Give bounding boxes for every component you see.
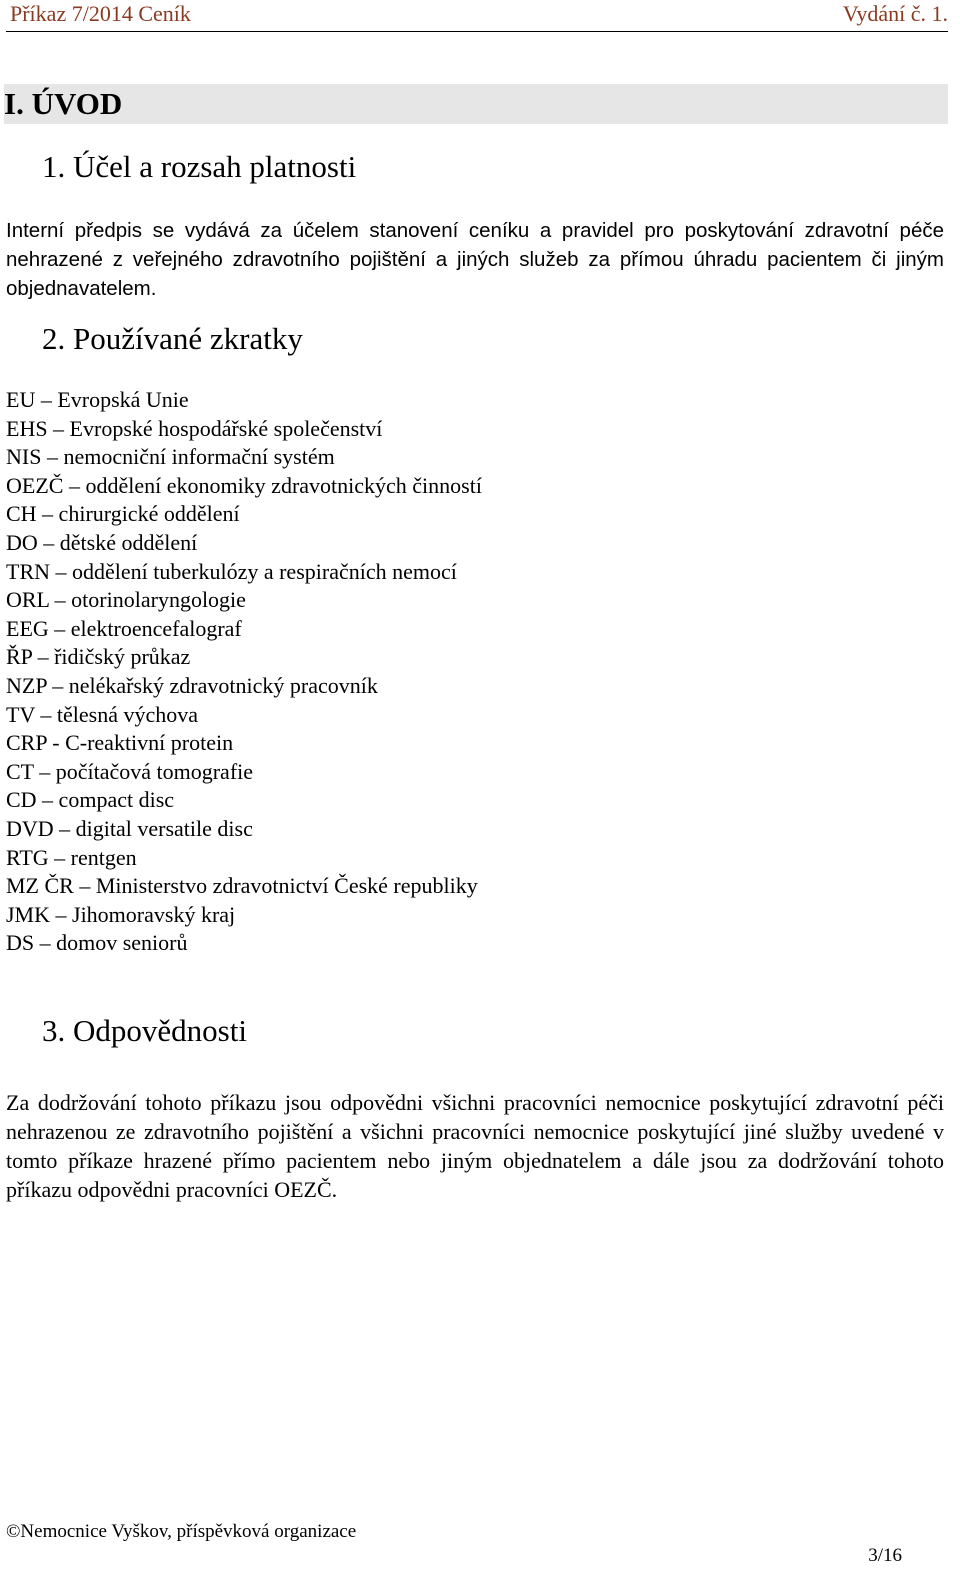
- footer-organization: ©Nemocnice Vyškov, příspěvková organizace: [6, 1521, 357, 1542]
- abbreviation-list: [6, 386, 482, 958]
- list-item: TV – tělesná výchova: [6, 701, 199, 727]
- list-item: CD – compact disc: [6, 787, 175, 813]
- page-number: 3/16: [868, 1545, 902, 1566]
- document-id: Příkaz 7/2014 Ceník: [10, 1, 191, 26]
- section-text-purpose: Interní předpis se vydává za účelem stanovení ceníku a pravidel pro poskytování zdravotní péče nehrazené z veřejného zdravotního pojištění a jiných služeb za přímou úhradu pacientem či jiným objednavatelem.: [6, 219, 944, 300]
- list-item: NIS – nemocniční informační systém: [6, 444, 335, 470]
- list-item: ŘP – řidičský průkaz: [6, 644, 191, 670]
- list-item: ORL – otorinolaryngologie: [6, 587, 246, 613]
- list-item: JMK – Jihomoravský kraj: [6, 901, 236, 927]
- list-item: DS – domov seniorů: [6, 930, 188, 956]
- chapter-band: [4, 84, 948, 124]
- list-item: RTG – rentgen: [6, 844, 137, 870]
- list-item: CH – chirurgické oddělení: [6, 501, 240, 527]
- list-item: NZP – nelékařský zdravotnický pracovník: [6, 672, 378, 698]
- section-heading-responsibilities: 3. Odpovědnosti: [42, 1013, 247, 1048]
- list-item: MZ ČR – Ministerstvo zdravotnictví České republiky: [6, 873, 478, 899]
- section-heading-abbreviations: 2. Používané zkratky: [42, 321, 303, 356]
- section-text-responsibilities: Za dodržování tohoto příkazu jsou odpovědni všichni pracovníci nemocnice poskytující zdravotní péči nehrazenou ze zdravotního pojištění a všichni pracovníci nemocnice poskytující jiné služby uvedené v tomto příkaze hrazené přímo pacientem nebo jiným objednatelem a dále jsou za dodržování tohoto příkazu odpovědni pracovníci OEZČ.: [6, 1090, 944, 1202]
- list-item: OEZČ – oddělení ekonomiky zdravotnických činností: [6, 472, 482, 498]
- list-item: TRN – oddělení tuberkulózy a respiračních nemocí: [6, 558, 457, 584]
- list-item: CT – počítačová tomografie: [6, 758, 254, 784]
- list-item: DVD – digital versatile disc: [6, 815, 253, 841]
- list-item: CRP - C-reaktivní protein: [6, 730, 234, 756]
- list-item: EHS – Evropské hospodářské společenství: [6, 415, 383, 441]
- page-header: [6, 0, 948, 32]
- list-item: EEG – elektroencefalograf: [6, 615, 242, 641]
- list-item: DO – dětské oddělení: [6, 529, 198, 555]
- section-heading-purpose: 1. Účel a rozsah platnosti: [42, 149, 357, 184]
- list-item: EU – Evropská Unie: [6, 387, 189, 412]
- chapter-title: I. ÚVOD: [4, 86, 123, 121]
- edition-label: Vydání č. 1.: [842, 1, 948, 26]
